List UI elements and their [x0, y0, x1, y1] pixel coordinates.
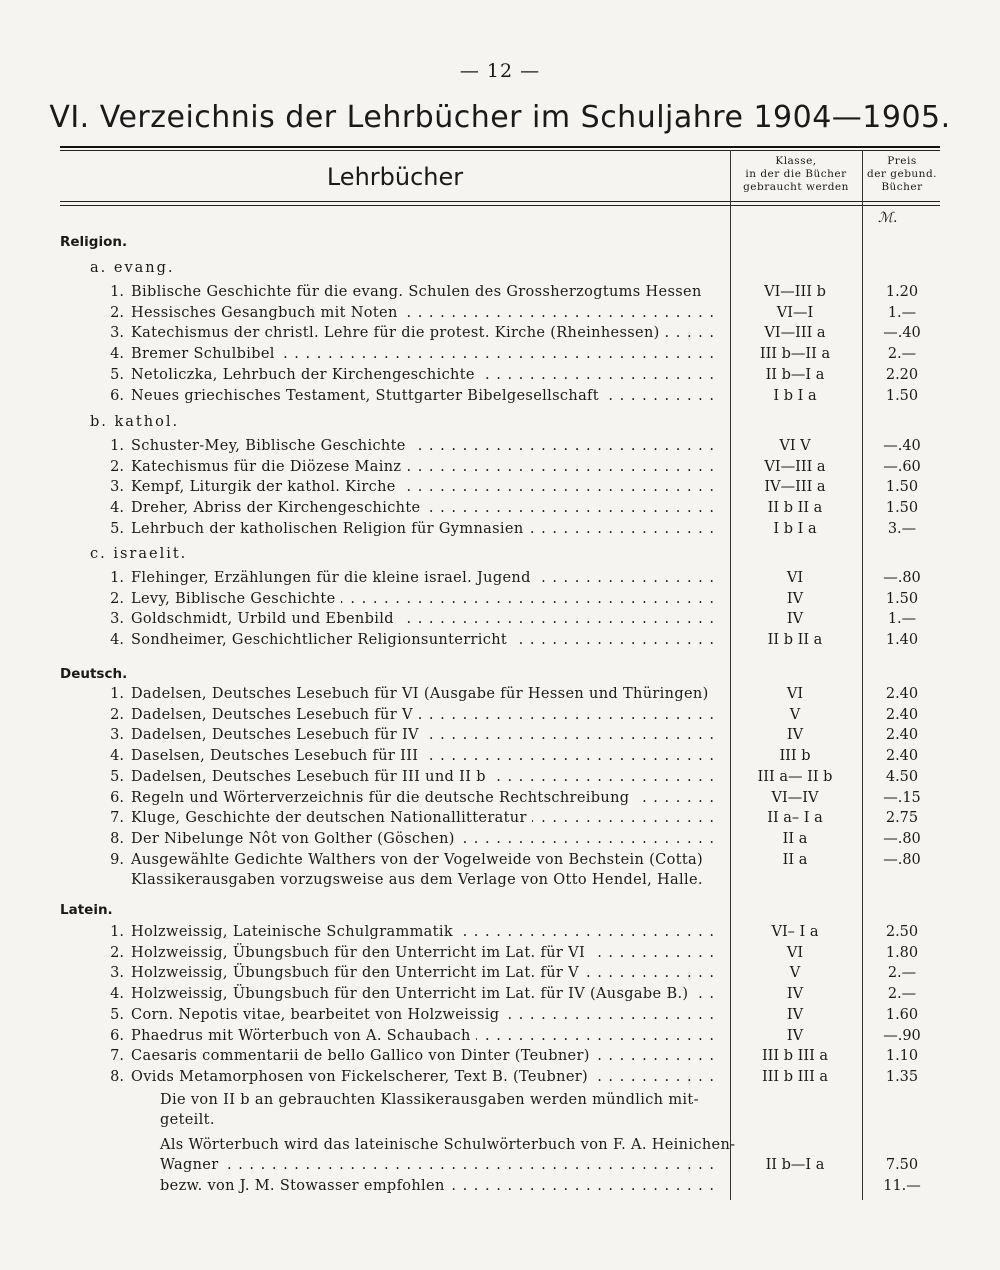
book-text: [131, 725, 715, 745]
book-price: 1.50: [885, 479, 919, 496]
book-text: [131, 984, 715, 1004]
book-title: Biblische Geschichte für die evang. Schulen des Grossherzogtums Hessen: [131, 284, 707, 300]
book-title: Sondheimer, Geschichtlicher Religionsunterricht: [131, 632, 512, 648]
top-rule-thin: [60, 150, 940, 151]
book-title: Dadelsen, Deutsches Lesebuch für V: [131, 707, 418, 723]
book-text: [131, 436, 715, 456]
book-number: 4.: [110, 748, 124, 765]
book-title: Ovids Metamorphosen von Fickelscherer, Text B. (Teubner): [131, 1069, 593, 1085]
book-row: [100, 386, 930, 406]
book-number: 7.: [110, 810, 124, 827]
book-title: Lehrbuch der katholischen Religion für Gymnasien: [131, 521, 529, 537]
book-price: 1.50: [885, 387, 919, 404]
latein-note-1-line-1: Die von II b an gebrauchten Klassikerausgaben werden mündlich mit-: [160, 1092, 699, 1108]
book-price: —.15: [883, 789, 921, 806]
book-number: 6.: [110, 789, 124, 806]
book-price: 2.—: [887, 986, 917, 1003]
subsection-kathol: b. kathol.: [90, 414, 180, 430]
book-text: [131, 1046, 715, 1066]
page-title: VI. Verzeichnis der Lehrbücher im Schuljahre 1904—1905.: [49, 100, 951, 135]
book-text: [131, 943, 715, 963]
book-price: 1.50: [885, 500, 919, 517]
book-title: Levy, Biblische Geschichte: [131, 591, 341, 607]
header-rule-thin: [60, 205, 940, 206]
book-title: Flehinger, Erzählungen für die kleine israel. Jugend: [131, 570, 536, 586]
book-title: Der Nibelunge Nôt von Golther (Göschen): [131, 831, 460, 847]
book-title: Holzweissig, Übungsbuch für den Unterricht im Lat. für VI: [131, 945, 590, 961]
book-number: 1.: [110, 438, 124, 454]
book-number: 4.: [110, 346, 124, 363]
book-row: [100, 282, 930, 302]
book-row: [100, 589, 930, 609]
book-number: 2.: [110, 590, 124, 607]
book-title: Caesaris commentarii de bello Gallico von Dinter (Teubner): [131, 1048, 595, 1064]
book-number: 3.: [110, 965, 124, 982]
currency-symbol: ℳ.: [878, 210, 898, 226]
book-title: Dadelsen, Deutsches Lesebuch für VI (Ausgabe für Hessen und Thüringen): [131, 686, 714, 702]
book-number: 4.: [110, 632, 124, 649]
book-price: 2.75: [885, 810, 919, 827]
note-row-title: bezw. von J. M. Stowasser empfohlen: [160, 1178, 450, 1194]
book-row: [100, 767, 930, 787]
book-title: Phaedrus mit Wörterbuch von A. Schaubach: [131, 1028, 476, 1044]
book-class: VI V: [779, 438, 811, 454]
book-class: VI—I: [776, 304, 814, 321]
book-price: 2.40: [885, 748, 919, 765]
book-price: 1.40: [885, 632, 919, 649]
book-title: Ausgewählte Gedichte Walthers von der Vogelweide von Bechstein (Cotta): [131, 852, 708, 868]
book-class: II a: [782, 830, 808, 847]
book-number: 1.: [110, 570, 124, 586]
book-class: III b III a: [761, 1068, 829, 1085]
book-number: 2.: [110, 944, 124, 961]
book-class: II b II a: [767, 500, 823, 517]
book-title: Holzweissig, Lateinische Schulgrammatik: [131, 924, 458, 940]
book-row: [100, 829, 930, 849]
book-price: —.80: [883, 851, 921, 868]
book-row: [100, 725, 930, 745]
book-class: I b I a: [773, 520, 817, 537]
book-price: 1.35: [885, 1068, 919, 1085]
book-class: V: [789, 706, 801, 723]
book-class: II a– I a: [767, 810, 823, 827]
book-text: [131, 344, 715, 364]
book-row: [100, 323, 930, 343]
book-number: 5.: [110, 520, 124, 537]
section-latein: Latein.: [60, 902, 113, 918]
book-row: [100, 457, 930, 477]
book-class: III b: [779, 748, 811, 765]
book-class: II b II a: [767, 632, 823, 649]
book-number: 2.: [110, 458, 124, 475]
book-number: 8.: [110, 830, 124, 847]
book-number: 6.: [110, 1027, 124, 1044]
book-row: [100, 568, 930, 588]
book-title: Goldschmidt, Urbild und Ebenbild: [131, 611, 399, 627]
book-text: [131, 630, 715, 650]
book-class: IV: [786, 590, 804, 607]
book-price: 1.80: [885, 944, 919, 961]
note-row-price: 7.50: [885, 1157, 919, 1173]
book-row: [100, 344, 930, 364]
book-text: [131, 705, 715, 725]
book-number: 1.: [110, 284, 124, 300]
book-text: [131, 1067, 715, 1087]
book-row: [100, 498, 930, 518]
book-class: II b—I a: [765, 366, 825, 383]
book-price: 4.50: [885, 768, 919, 785]
book-title: Daselsen, Deutsches Lesebuch für III: [131, 748, 423, 764]
book-title: Neues griechisches Testament, Stuttgarter Bibelgesellschaft: [131, 388, 604, 404]
header-class-line: in der die Bücher: [745, 168, 847, 180]
book-text: [131, 922, 715, 942]
book-text: [131, 568, 715, 588]
book-row: [100, 684, 930, 704]
book-price: 1.50: [885, 590, 919, 607]
book-row: [100, 609, 930, 629]
book-price: —.40: [883, 438, 921, 454]
book-class: IV: [786, 986, 804, 1003]
book-row: [100, 922, 930, 942]
book-title: Dadelsen, Deutsches Lesebuch für IV: [131, 727, 424, 743]
book-text: [131, 457, 715, 477]
subsection-evang: a. evang.: [90, 260, 175, 276]
latein-note-2-row: [160, 1155, 930, 1175]
header-price: [862, 155, 942, 194]
book-text: [131, 684, 715, 704]
book-row: [100, 365, 930, 385]
book-text: [131, 850, 715, 870]
header-rule: [60, 201, 940, 202]
book-price: 2.—: [887, 346, 917, 363]
latein-note-3-row: [160, 1176, 930, 1196]
book-title: Kluge, Geschichte der deutschen Nationallitteratur: [131, 810, 532, 826]
book-class: III a— II b: [757, 768, 833, 785]
book-row: [100, 303, 930, 323]
book-text: [131, 746, 715, 766]
book-price: —.60: [883, 458, 921, 475]
book-row: [100, 519, 930, 539]
book-text: [131, 1026, 715, 1046]
book-row: [100, 850, 930, 870]
book-class: VI: [786, 570, 804, 586]
book-number: 3.: [110, 325, 124, 342]
book-price: 1.—: [887, 611, 917, 628]
book-title: Corn. Nepotis vitae, bearbeitet von Holzweissig: [131, 1007, 504, 1023]
book-row: [100, 963, 930, 983]
book-text: [131, 498, 715, 518]
book-price: 2.40: [885, 727, 919, 744]
book-price: 1.—: [887, 304, 917, 321]
book-price: 3.—: [887, 520, 917, 537]
book-number: 4.: [110, 500, 124, 517]
book-text: [131, 609, 715, 629]
book-title: Katechismus für die Diözese Mainz: [131, 459, 406, 475]
page-number: — 12 —: [459, 60, 541, 82]
book-text: [131, 282, 715, 302]
book-title: Dreher, Abriss der Kirchengeschichte: [131, 500, 425, 516]
book-class: VI—III b: [764, 284, 826, 300]
header-class-line: Klasse,: [775, 155, 817, 167]
book-price: 1.60: [885, 1006, 919, 1023]
book-row: [100, 436, 930, 456]
book-class: IV: [786, 1027, 804, 1044]
book-number: 7.: [110, 1048, 124, 1065]
latein-note-2-line-1: Als Wörterbuch wird das lateinische Schulwörterbuch von F. A. Heinichen-: [160, 1137, 736, 1153]
book-row: [100, 808, 930, 828]
book-text: [131, 808, 715, 828]
book-class: VI—III a: [764, 325, 826, 342]
book-class: VI—IV: [771, 789, 819, 806]
book-text: [131, 767, 715, 787]
book-class: VI: [786, 944, 804, 961]
book-row: [100, 630, 930, 650]
book-text: [131, 1005, 715, 1025]
book-price: 2.50: [885, 924, 919, 940]
book-class: IV—III a: [764, 479, 826, 496]
book-row: [100, 943, 930, 963]
note-row-price: 11.—: [883, 1178, 921, 1194]
top-rule: [60, 146, 940, 148]
book-price: 2.—: [887, 965, 917, 982]
header-class-line: gebraucht werden: [743, 181, 849, 193]
book-number: 4.: [110, 986, 124, 1003]
book-row: [100, 477, 930, 497]
book-title: Hessisches Gesangbuch mit Noten: [131, 305, 403, 321]
book-number: 8.: [110, 1068, 124, 1085]
book-text: [131, 303, 715, 323]
header-books: Lehrbücher: [326, 163, 464, 191]
book-row: [100, 1067, 930, 1087]
book-number: 3.: [110, 479, 124, 496]
header-price-line: Preis: [887, 155, 917, 167]
book-row: [100, 705, 930, 725]
book-text: [131, 589, 715, 609]
book-price: —.80: [883, 570, 921, 586]
book-row: [100, 1046, 930, 1066]
book-class: VI: [786, 686, 804, 702]
book-text: [131, 323, 715, 343]
section-religion: Religion.: [60, 234, 128, 250]
book-class: III b III a: [761, 1048, 829, 1065]
book-text: [131, 963, 715, 983]
book-number: 1.: [110, 686, 124, 702]
book-title: Kempf, Liturgik der kathol. Kirche: [131, 479, 401, 495]
book-row: [100, 1005, 930, 1025]
book-number: 5.: [110, 366, 124, 383]
book-price: —.90: [883, 1027, 921, 1044]
book-text: [131, 519, 715, 539]
book-number: 9.: [110, 851, 124, 868]
book-row: [100, 984, 930, 1004]
book-row: [100, 788, 930, 808]
deutsch-note: Klassikerausgaben vorzugsweise aus dem Verlage von Otto Hendel, Halle.: [131, 872, 703, 888]
book-number: 6.: [110, 387, 124, 404]
header-price-line: der gebund.: [866, 168, 938, 180]
note-row-text: [160, 1176, 715, 1196]
book-price: 1.10: [885, 1048, 919, 1065]
book-class: V: [789, 965, 801, 982]
book-class: IV: [786, 727, 804, 744]
book-price: 2.40: [885, 686, 919, 702]
book-text: [131, 365, 715, 385]
book-title: Holzweissig, Übungsbuch für den Unterricht im Lat. für V: [131, 965, 584, 981]
section-deutsch: Deutsch.: [60, 666, 128, 682]
subsection-israelit: c. israelit.: [90, 546, 188, 562]
book-text: [131, 477, 715, 497]
book-number: 2.: [110, 304, 124, 321]
book-class: III b—II a: [759, 346, 831, 363]
book-price: 2.20: [885, 366, 919, 383]
header-class: [732, 155, 860, 194]
book-number: 5.: [110, 1006, 124, 1023]
book-number: 3.: [110, 727, 124, 744]
note-row-title: Wagner: [160, 1157, 224, 1173]
book-class: VI—III a: [764, 458, 826, 475]
book-price: —.80: [883, 830, 921, 847]
book-row: [100, 746, 930, 766]
book-class: II a: [782, 851, 808, 868]
book-class: I b I a: [773, 387, 817, 404]
book-text: [131, 386, 715, 406]
note-row-class: II b—I a: [765, 1157, 825, 1173]
book-class: IV: [786, 1006, 804, 1023]
book-title: Bremer Schulbibel: [131, 346, 280, 362]
book-price: 2.40: [885, 706, 919, 723]
book-price: —.40: [883, 325, 921, 342]
book-class: VI– I a: [771, 924, 819, 940]
book-title: Holzweissig, Übungsbuch für den Unterricht im Lat. für IV (Ausgabe B.): [131, 986, 693, 1002]
book-title: Katechismus der christl. Lehre für die protest. Kirche (Rheinhessen): [131, 325, 665, 341]
book-number: 1.: [110, 924, 124, 940]
book-title: Netoliczka, Lehrbuch der Kirchengeschichte: [131, 367, 480, 383]
book-number: 3.: [110, 611, 124, 628]
book-number: 2.: [110, 706, 124, 723]
book-title: Regeln und Wörterverzeichnis für die deutsche Rechtschreibung: [131, 790, 634, 806]
book-text: [131, 788, 715, 808]
book-text: [131, 829, 715, 849]
book-row: [100, 1026, 930, 1046]
note-row-text: [160, 1155, 715, 1175]
book-number: 5.: [110, 768, 124, 785]
header-price-line: Bücher: [881, 181, 923, 193]
latein-note-1-line-2: geteilt.: [160, 1112, 215, 1128]
book-title: Schuster-Mey, Biblische Geschichte: [131, 438, 411, 454]
book-title: Dadelsen, Deutsches Lesebuch für III und II b: [131, 769, 491, 785]
book-price: 1.20: [885, 284, 919, 300]
book-class: IV: [786, 611, 804, 628]
